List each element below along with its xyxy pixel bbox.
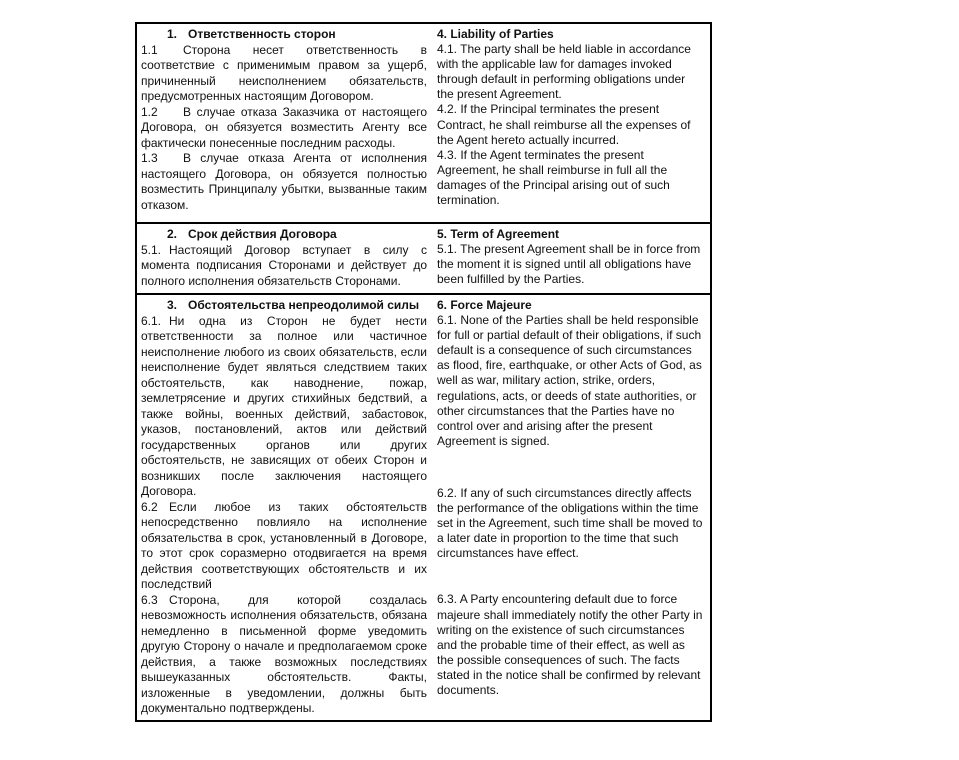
heading-number: 1. — [167, 27, 178, 41]
clause-paragraph — [141, 593, 427, 717]
clause-paragraph: 5.1. The present Agreement shall be in force from the moment it is signed until all obligations have been fulfilled by the Parties. — [437, 242, 701, 287]
clause-paragraph — [141, 105, 427, 152]
clause-paragraph — [141, 243, 427, 290]
clause-number: 1.3 — [141, 151, 158, 165]
clause-paragraph: 6.2. If any of such circumstances directly affects the performance of the obligations within the time set in the Agreement, such time shall be moved to a later date in proportion to the time that such circumstances have effect. — [437, 485, 703, 561]
clause-paragraph: 4.1. The party shall be held liable in accordance with the applicable law for damages invoked through default in performing obligations under the present Agreement. — [437, 42, 691, 102]
clause-number: 6.3 — [141, 592, 158, 607]
heading-number: 3. — [167, 298, 178, 312]
heading-number: 2. — [167, 227, 178, 241]
clause-number: 1.2 — [141, 104, 158, 119]
clause-paragraph: 6.1. None of the Parties shall be held responsible for full or partial default of their obligations, if such default is a consequence of such circumstances as flood, fire, earthquake, or other Acts of God, as well as war, military action, strike, orders, regulations, acts, or deeds of state authorities, or other circumstances that the Parties have no control over and arising after the present Agreement is signed. — [437, 313, 702, 448]
section-heading-en: 4. Liability of Parties — [437, 27, 554, 41]
clause-paragraph: 4.3. If the Agent terminates the present Agreement, he shall reimburse in full all the damages of the Principal arising out of such termination. — [437, 147, 670, 208]
clause-paragraph — [141, 314, 427, 500]
clause-paragraph — [141, 43, 427, 105]
clause-paragraph: 4.2. If the Principal terminates the present Contract, he shall reimburse all the expenses of the Agent hereto actually incurred. — [437, 102, 691, 147]
clause-number: 5.1. — [141, 242, 162, 257]
table-row-force-majeure — [136, 294, 711, 721]
clause-text: Настоящий Договор вступает в силу с момента подписания Сторонами и действует до полного исполнения обязательств Сторонами. — [141, 242, 427, 288]
cell-en-force-majeure — [433, 294, 711, 721]
section-heading-en: 5. Term of Agreement — [437, 227, 560, 241]
clause-paragraph — [141, 151, 427, 213]
clause-text: Сторона, для которой создалась невозможность исполнения обязательств, обязана немедленно в письменной форме уведомить другую Сторону о начале и предполагаемом сроке действия, а также возможных последствиях вышеуказанных обстоятельств. Факты, изложенные в уведомлении, должны быть документально подтверждены. — [141, 592, 427, 715]
clause-text: Ни одна из Сторон не будет нести ответственности за полное или частичное неисполнение любого из своих обязательств, если неисполнение будет являться следствием таких обстоятельств, как наводнение, пожар, землетрясение и других стихийных бедствий, а также войны, военных действий, забастовок, указов, постановлений, актов или действий государственных органов или других обстоятельств, не зависящих от обеих Сторон и возникших после заключения настоящего Договора. — [141, 313, 427, 498]
heading-text: Срок действия Договора — [188, 227, 337, 241]
cell-ru-force-majeure — [136, 294, 433, 721]
clause-number: 6.2 — [141, 499, 158, 514]
section-heading-en: 6. Force Majeure — [437, 298, 532, 312]
clause-text: В случае отказа Заказчика от настоящего Договора, он обязуется возместить Агенту все фактически понесенные последним расходы. — [141, 104, 427, 150]
clause-paragraph: 6.3. A Party encountering default due to force majeure shall immediately notify the other Party in writing on the existence of such circumstances and the probable time of their effect, as well as the possible consequences of such. The facts stated in the notice shall be confirmed by relevant documents. — [437, 592, 703, 697]
clause-paragraph — [141, 500, 427, 593]
section-heading-ru — [141, 298, 427, 314]
section-heading-ru — [141, 227, 427, 243]
heading-text: Обстоятельства непреодолимой силы — [188, 298, 420, 312]
heading-text: Ответственность сторон — [188, 27, 336, 41]
clause-number: 1.1 — [141, 42, 158, 57]
cell-ru-term — [136, 223, 433, 294]
clause-number: 6.1. — [141, 313, 162, 328]
clause-text: Сторона несет ответственность в соответствие с применимым правом за ущерб, причиненный неисполнением обязательств, предусмотренных настоящим Договором. — [141, 42, 427, 103]
clause-text: В случае отказа Агента от исполнения настоящего Договора, он обязуется полностью возместить Принципалу убытки, вызванные таким отказом. — [141, 151, 427, 212]
clause-text: Если любое из таких обстоятельств непосредственно повлияло на исполнение обязательства в срок, установленный в Договоре, то этот срок соразмерно отодвигается на время действия соответствующих обстоятельств и их последствий — [141, 499, 427, 591]
contract-table — [135, 22, 712, 722]
cell-en-term — [433, 223, 711, 294]
cell-en-liability — [433, 23, 711, 223]
table-row-term — [136, 223, 711, 294]
cell-ru-liability — [136, 23, 433, 223]
section-heading-ru — [141, 27, 427, 43]
table-row-liability — [136, 23, 711, 223]
